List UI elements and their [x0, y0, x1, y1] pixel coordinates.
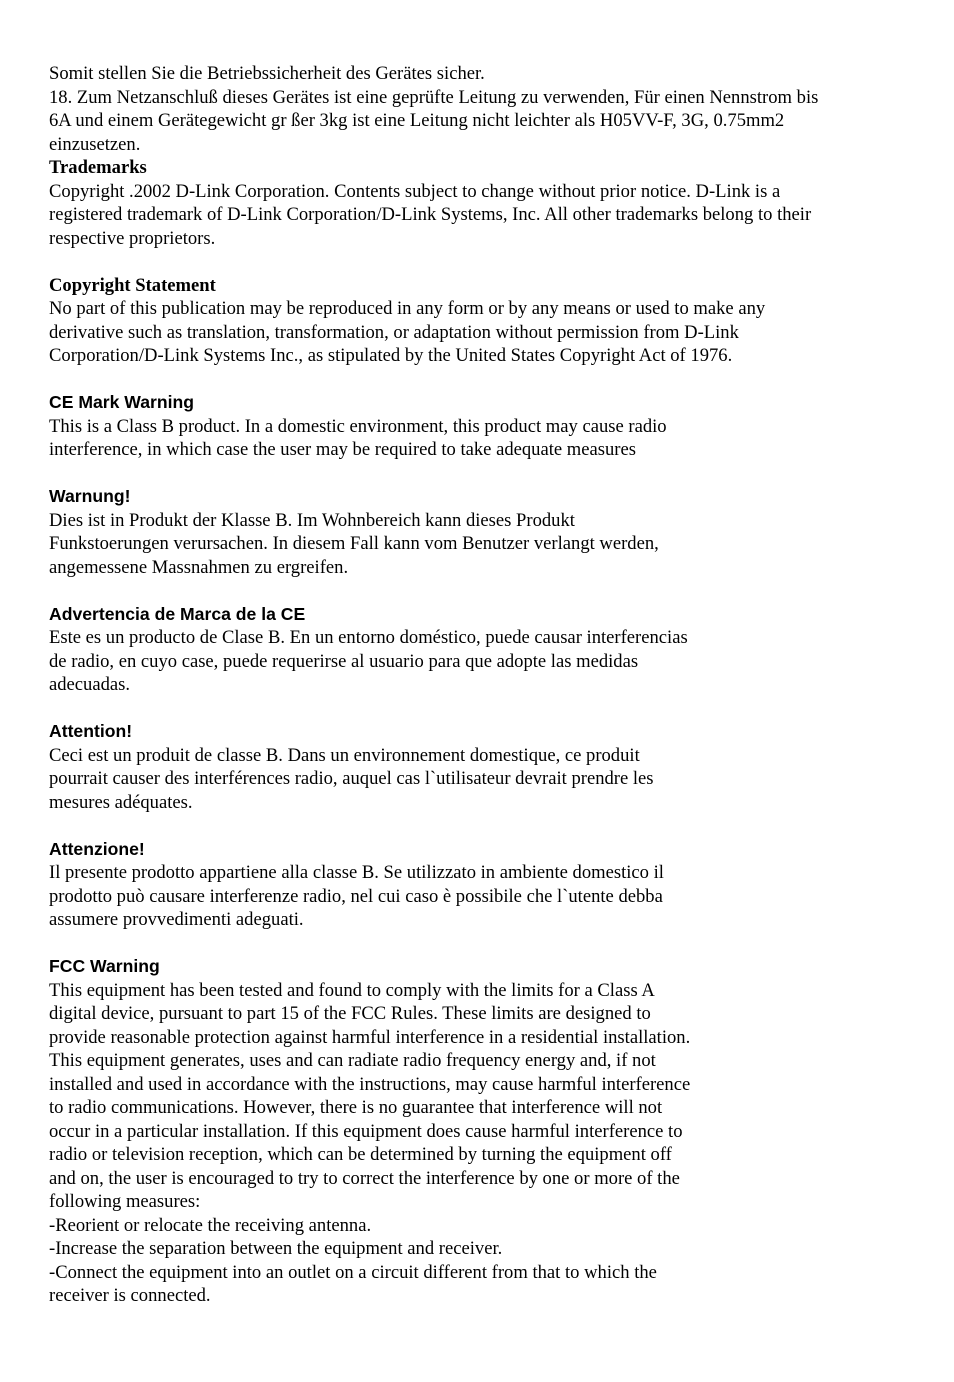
attenzione-line: Il presente prodotto appartiene alla classe B. Se utilizzato in ambiente domestico il [49, 862, 664, 883]
section-spacer [49, 697, 909, 721]
section-spacer [49, 250, 909, 274]
ce-warning-line: interference, in which case the user may be required to take adequate measures [49, 439, 636, 460]
fcc-warning-line: receiver is connected. [49, 1285, 211, 1306]
attention-heading: Attention! [49, 721, 133, 741]
attenzione-heading: Attenzione! [49, 838, 145, 859]
attenzione-section [49, 838, 909, 932]
fcc-warning-line: -Reorient or relocate the receiving antenna. [49, 1214, 372, 1236]
advertencia-line: adecuadas. [49, 674, 131, 695]
copyright-section [49, 274, 909, 368]
warnung-heading: Warnung! [49, 486, 131, 506]
copyright-heading: Copyright Statement [49, 274, 216, 296]
intro-section [49, 62, 909, 156]
fcc-warning-line: occur in a particular installation. If this equipment does cause harmful interference to [49, 1120, 683, 1142]
fcc-warning-heading: FCC Warning [49, 956, 160, 976]
fcc-warning-section [49, 955, 909, 1308]
ce-warning-line: This is a Class B product. In a domestic environment, this product may cause radio [49, 415, 667, 437]
section-spacer [49, 579, 909, 603]
attenzione-line: prodotto può causare interferenze radio, nel cui caso è possibile che l`utente debba [49, 885, 663, 907]
warnung-line: angemessene Massnahmen zu ergreifen. [49, 556, 349, 578]
fcc-warning-line: to radio communications. However, there is no guarantee that interference will not [49, 1097, 663, 1118]
intro-line: 6A und einem Gerätegewicht gr ßer 3kg ist eine Leitung nicht leichter als H05VV-F, 3G, 0.75mm2 [49, 110, 785, 131]
warnung-line: Dies ist in Produkt der Klasse B. Im Wohnbereich kann dieses Produkt [49, 509, 575, 531]
intro-line: Somit stellen Sie die Betriebssicherheit des Gerätes sicher. [49, 63, 485, 84]
section-spacer [49, 462, 909, 486]
attenzione-line: assumere provvedimenti adeguati. [49, 909, 304, 930]
fcc-warning-line: radio or television reception, which can be determined by turning the equipment off [49, 1144, 672, 1165]
advertencia-line: Este es un producto de Clase B. En un entorno doméstico, puede causar interferencias [49, 627, 688, 648]
advertencia-line: de radio, en cuyo case, puede requerirse al usuario para que adopte las medidas [49, 650, 639, 672]
copyright-line: No part of this publication may be reproduced in any form or by any means or used to make any [49, 298, 766, 319]
document-page [49, 62, 909, 1308]
fcc-warning-line: installed and used in accordance with the instructions, may cause harmful interference [49, 1073, 691, 1095]
fcc-warning-line: -Connect the equipment into an outlet on a circuit different from that to which the [49, 1261, 657, 1283]
section-spacer [49, 814, 909, 838]
advertencia-section [49, 603, 909, 697]
trademarks-heading: Trademarks [49, 157, 147, 178]
intro-line: einzusetzen. [49, 133, 141, 155]
fcc-warning-line: This equipment has been tested and found to comply with the limits for a Class A [49, 979, 655, 1001]
advertencia-heading: Advertencia de Marca de la CE [49, 603, 306, 624]
warnung-line: Funkstoerungen verursachen. In diesem Fall kann vom Benutzer verlangt werden, [49, 533, 659, 554]
trademarks-line: Copyright .2002 D-Link Corporation. Contents subject to change without prior notice. D-Link is a [49, 180, 781, 202]
trademarks-section [49, 156, 909, 250]
ce-warning-heading: CE Mark Warning [49, 392, 195, 412]
attention-line: mesures adéquates. [49, 791, 193, 813]
fcc-warning-line: digital device, pursuant to part 15 of the FCC Rules. These limits are designed to [49, 1003, 651, 1024]
attention-line: pourrait causer des interférences radio, auquel cas l`utilisateur devrait prendre les [49, 768, 654, 789]
fcc-warning-line: following measures: [49, 1191, 201, 1212]
fcc-warning-line: -Increase the separation between the equipment and receiver. [49, 1238, 503, 1259]
section-spacer [49, 368, 909, 392]
trademarks-line: respective proprietors. [49, 227, 216, 249]
section-spacer [49, 932, 909, 956]
warnung-section [49, 485, 909, 579]
copyright-line: Corporation/D-Link Systems Inc., as stipulated by the United States Copyright Act of 1976. [49, 345, 733, 366]
attention-line: Ceci est un produit de classe B. Dans un environnement domestique, ce produit [49, 744, 640, 766]
ce-warning-section [49, 391, 909, 462]
fcc-warning-line: and on, the user is encouraged to try to correct the interference by one or more of the [49, 1167, 680, 1189]
copyright-line: derivative such as translation, transformation, or adaptation without permission from D-Link [49, 321, 739, 343]
trademarks-line: registered trademark of D-Link Corporation/D-Link Systems, Inc. All other trademarks belong to their [49, 204, 812, 225]
fcc-warning-line: This equipment generates, uses and can radiate radio frequency energy and, if not [49, 1050, 656, 1071]
fcc-warning-line: provide reasonable protection against harmful interference in a residential installation. [49, 1026, 691, 1048]
attention-section [49, 720, 909, 814]
intro-line: 18. Zum Netzanschluß dieses Gerätes ist eine geprüfte Leitung zu verwenden, Für einen Nennstrom bis [49, 86, 819, 108]
